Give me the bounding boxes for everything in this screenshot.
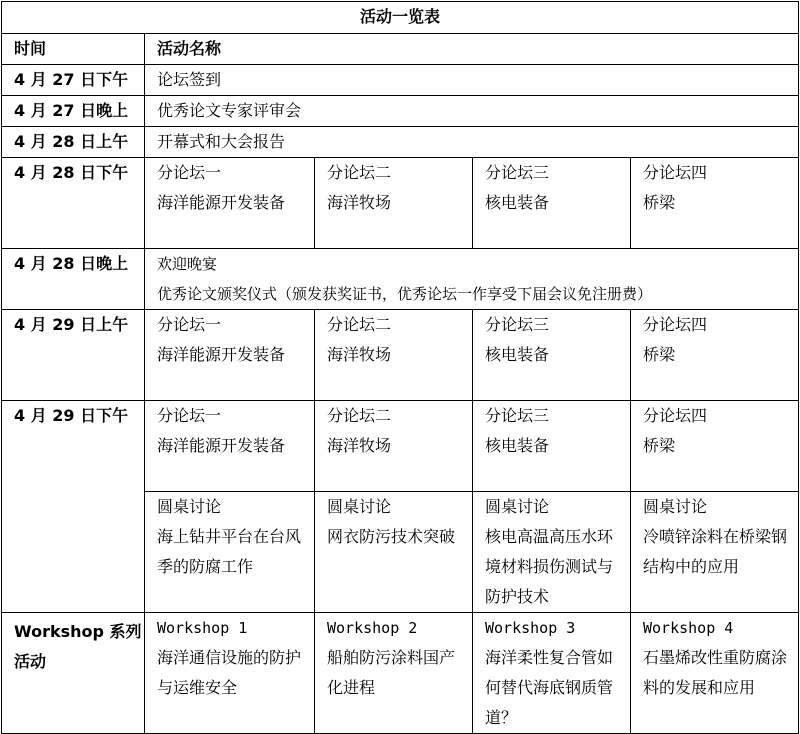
roundtable-cell [473, 492, 631, 613]
forum-topic: 海洋牧场 [327, 345, 392, 364]
forum-topic: 海洋牧场 [327, 193, 392, 212]
roundtable-cell [631, 492, 799, 613]
forum-label: 分论坛四 [643, 406, 708, 425]
time-cell: Workshop 系列活动 [2, 613, 145, 734]
time-cell: 4 月 27 日下午 [2, 65, 145, 96]
workshop-cell [315, 613, 473, 734]
forum-topic: 核电装备 [485, 345, 550, 364]
table-row [2, 158, 799, 249]
forum-cell [145, 401, 315, 492]
workshop-topic: 海洋通信设施的防护与运维安全 [157, 648, 302, 697]
table-row [2, 613, 799, 734]
table-title: 活动一览表 [2, 2, 799, 34]
activity-cell: 优秀论文专家评审会 [145, 96, 799, 127]
forum-cell [145, 310, 315, 401]
forum-label: 分论坛三 [485, 315, 550, 334]
header-row [2, 34, 799, 65]
forum-cell [631, 158, 799, 249]
roundtable-topic: 核电高温高压水环境材料损伤测试与防护技术 [485, 527, 614, 606]
activity-cell [145, 249, 799, 310]
banquet-line: 欢迎晚宴 [157, 255, 218, 273]
workshop-label: Workshop 3 [485, 619, 576, 637]
workshop-label: Workshop 1 [157, 619, 248, 637]
forum-label: 分论坛三 [485, 406, 550, 425]
forum-cell [631, 401, 799, 492]
forum-cell [631, 310, 799, 401]
workshop-label: Workshop 2 [327, 619, 418, 637]
forum-topic: 桥梁 [643, 193, 676, 212]
roundtable-label: 圆桌讨论 [643, 497, 708, 516]
forum-topic: 核电装备 [485, 436, 550, 455]
forum-cell [315, 401, 473, 492]
roundtable-cell [315, 492, 473, 613]
workshop-cell [145, 613, 315, 734]
time-cell: 4 月 28 日下午 [2, 158, 145, 249]
roundtable-label: 圆桌讨论 [485, 497, 550, 516]
workshop-topic: 海洋柔性复合管如何替代海底钢质管道？ [485, 648, 614, 727]
time-cell: 4 月 28 日晚上 [2, 249, 145, 310]
roundtable-topic: 海上钻井平台在台风季的防腐工作 [157, 527, 302, 576]
roundtable-cell [145, 492, 315, 613]
time-cell: 4 月 29 日上午 [2, 310, 145, 401]
time-cell: 4 月 28 日上午 [2, 127, 145, 158]
forum-cell [315, 158, 473, 249]
workshop-cell [473, 613, 631, 734]
forum-topic: 桥梁 [643, 345, 676, 364]
forum-cell [315, 310, 473, 401]
workshop-cell [631, 613, 799, 734]
forum-label: 分论坛二 [327, 406, 392, 425]
award-ceremony-line: 优秀论文颁奖仪式（颁发获奖证书，优秀论坛一作享受下届会议免注册费） [157, 285, 653, 303]
forum-cell [473, 158, 631, 249]
workshop-topic: 船舶防污涂料国产化进程 [327, 648, 456, 697]
workshop-label: Workshop 4 [643, 619, 734, 637]
roundtable-label: 圆桌讨论 [327, 497, 392, 516]
forum-cell [473, 401, 631, 492]
forum-topic: 海洋能源开发装备 [157, 193, 286, 212]
table-row [2, 249, 799, 310]
forum-label: 分论坛一 [157, 406, 222, 425]
roundtable-topic: 网衣防污技术突破 [327, 527, 456, 546]
forum-label: 分论坛二 [327, 163, 392, 182]
forum-topic: 海洋能源开发装备 [157, 436, 286, 455]
forum-cell [473, 310, 631, 401]
forum-topic: 桥梁 [643, 436, 676, 455]
time-cell: 4 月 29 日下午 [2, 401, 145, 613]
forum-label: 分论坛三 [485, 163, 550, 182]
roundtable-topic: 冷喷锌涂料在桥梁钢结构中的应用 [643, 527, 788, 576]
table-row [2, 310, 799, 401]
forum-label: 分论坛一 [157, 163, 222, 182]
header-activity: 活动名称 [145, 34, 799, 65]
roundtable-label: 圆桌讨论 [157, 497, 222, 516]
forum-topic: 海洋牧场 [327, 436, 392, 455]
header-time: 时间 [2, 34, 145, 65]
forum-label: 分论坛四 [643, 163, 708, 182]
table-row [2, 96, 799, 127]
forum-topic: 核电装备 [485, 193, 550, 212]
forum-label: 分论坛二 [327, 315, 392, 334]
forum-cell [145, 158, 315, 249]
forum-label: 分论坛一 [157, 315, 222, 334]
forum-label: 分论坛四 [643, 315, 708, 334]
table-row [2, 401, 799, 492]
forum-topic: 海洋能源开发装备 [157, 345, 286, 364]
title-row [2, 2, 799, 34]
workshop-topic: 石墨烯改性重防腐涂料的发展和应用 [643, 648, 788, 697]
time-cell: 4 月 27 日晚上 [2, 96, 145, 127]
activity-cell: 开幕式和大会报告 [145, 127, 799, 158]
table-row [2, 127, 799, 158]
table-row [2, 65, 799, 96]
activity-schedule-table [1, 1, 799, 734]
activity-cell: 论坛签到 [145, 65, 799, 96]
